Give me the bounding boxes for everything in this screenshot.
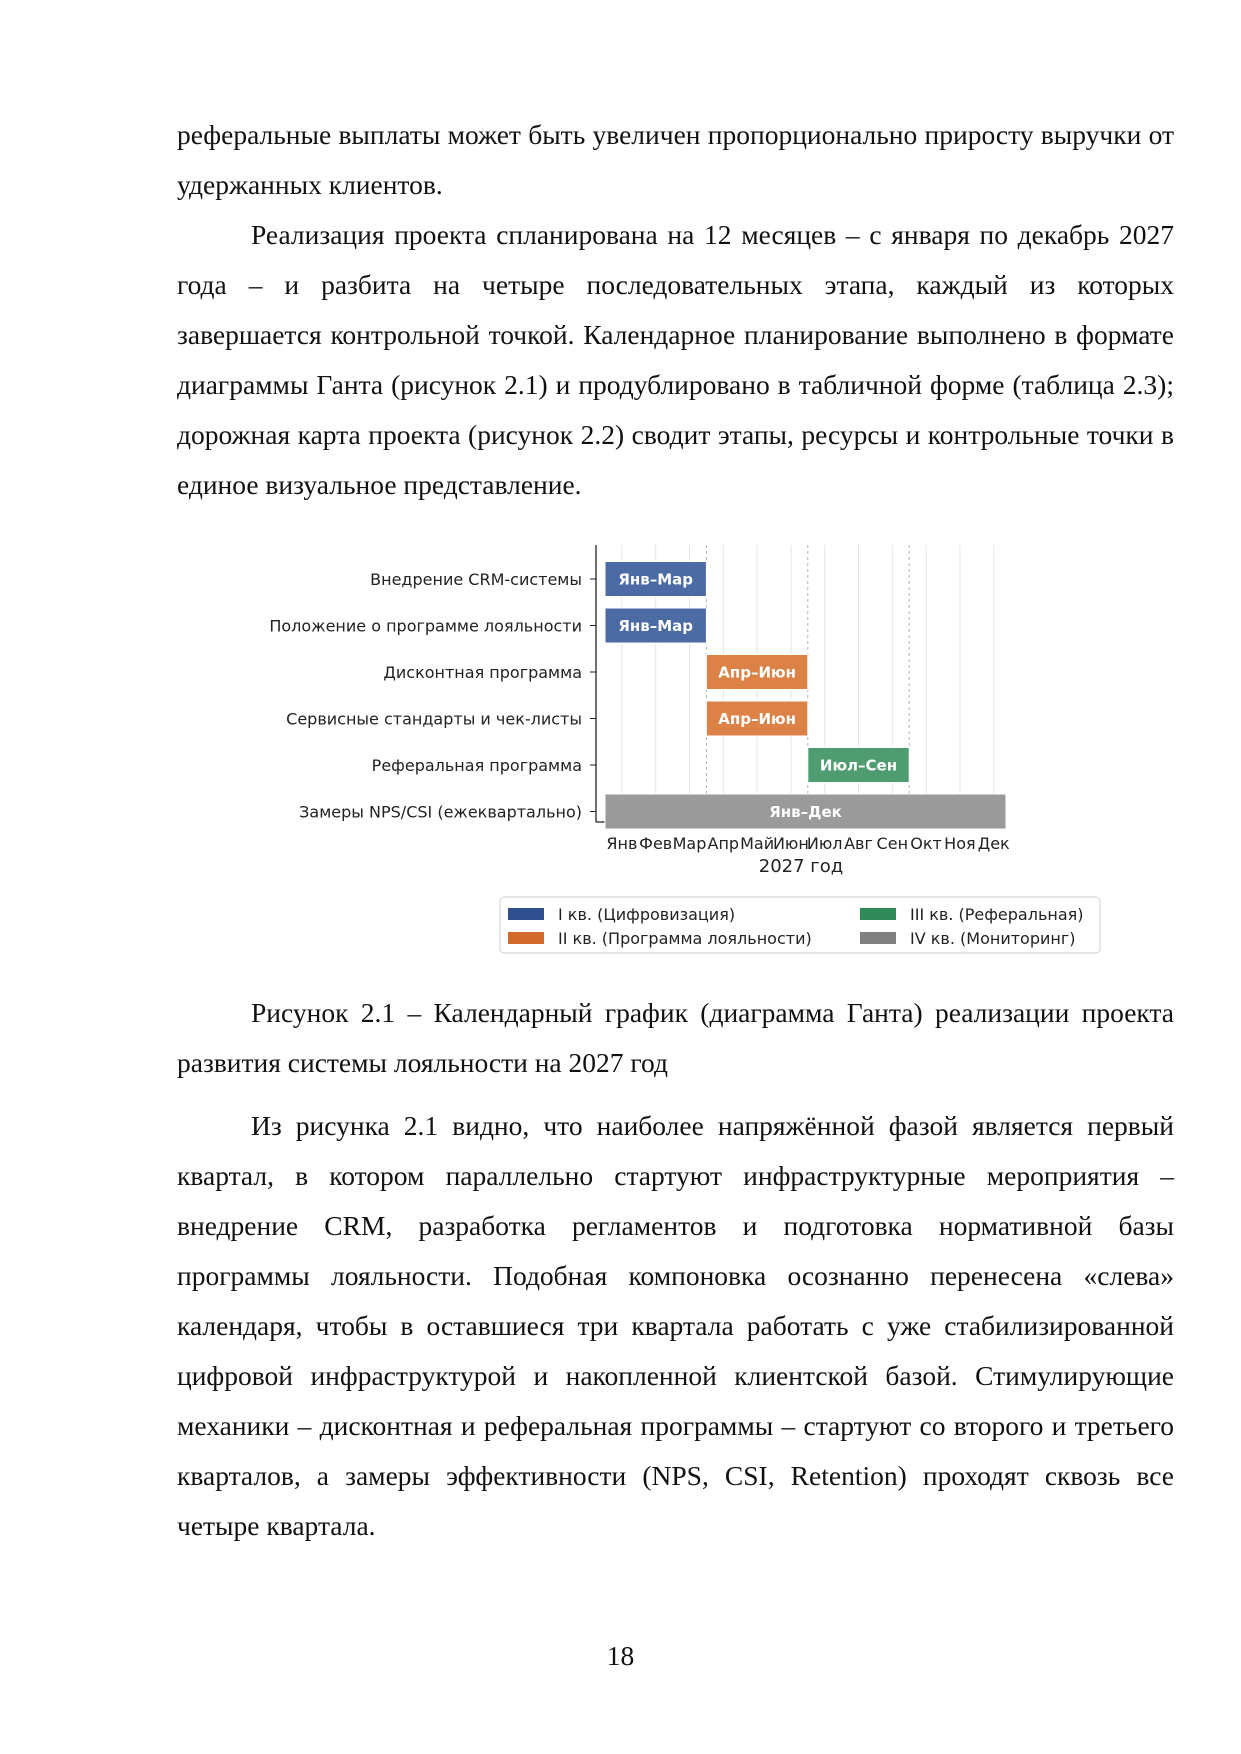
x-tick-label: Окт	[910, 834, 942, 853]
x-tick-label: Мар	[672, 834, 707, 853]
paragraph-analysis: Из рисунка 2.1 видно, что наиболее напряжённой фазой является первый квартал, в котором параллельно стартуют инфраструктурные мероприятия – внедрение CRM, разработка регламентов и подготовка нормативной базы программы лояльности. Подобная компоновка осознанно перенесена «слева» календаря, чтобы в оставшиеся три квартала работать с уже стабилизированной цифровой инфраструктурой и накопленной клиентской базой. Стимулирующие механики – дисконтная и реферальная программы – стартуют со второго и третьего кварталов, а замеры эффективности (NPS, CSI, Retention) проходят сквозь все четыре квартала.	[177, 1110, 1174, 1541]
x-tick-label: Май	[740, 834, 775, 853]
bar-label: Янв–Мар	[618, 570, 694, 589]
x-tick-label: Дек	[977, 834, 1010, 853]
page-number: 18	[606, 1640, 635, 1671]
paragraph-schedule: Реализация проекта спланирована на 12 месяцев – с января по декабрь 2027 года – и разбита на четыре последовательных этапа, каждый из которых завершается контрольной точкой. Календарное планирование выполнено в формате диаграммы Ганта (рисунок 2.1) и продублировано в табличной форме (таблица 2.3); дорожная карта проекта (рисунок 2.2) сводит этапы, ресурсы и контрольные точки в единое визуальное представление.	[177, 219, 1174, 500]
task-label: Положение о программе лояльности	[269, 616, 582, 636]
legend-label: I кв. (Цифровизация)	[558, 905, 736, 924]
gantt-chart	[230, 535, 1110, 965]
x-axis-label: 2027 год	[758, 856, 844, 877]
task-label: Реферальная программа	[371, 756, 582, 775]
x-tick-label: Авг	[844, 834, 873, 853]
bar-label: Июл–Сен	[819, 756, 898, 775]
bar-label: Апр–Июн	[718, 710, 796, 728]
paragraph-continuation: реферальные выплаты может быть увеличен пропорционально приросту выручки от удержанных клиентов.	[177, 119, 1174, 200]
bar-label: Апр–Июн	[718, 663, 796, 682]
x-tick-label: Апр	[707, 834, 740, 853]
legend-swatch	[860, 908, 896, 920]
bar-label: Янв–Мар	[618, 617, 694, 635]
body-text-top	[177, 110, 1174, 510]
x-tick-label: Июл	[806, 834, 843, 853]
legend-label: IV кв. (Мониторинг)	[910, 929, 1076, 948]
legend-label: III кв. (Реферальная)	[910, 905, 1084, 924]
x-tick-label: Ноя	[944, 834, 976, 853]
task-label: Внедрение CRM-системы	[370, 570, 582, 589]
task-label: Сервисные стандарты и чек-листы	[286, 709, 582, 729]
task-label: Дисконтная программа	[383, 663, 582, 682]
legend-swatch	[508, 932, 544, 944]
x-tick-label: Фев	[639, 834, 673, 853]
legend-label: II кв. (Программа лояльности)	[558, 929, 812, 948]
x-tick-label: Июн	[772, 834, 809, 853]
legend-swatch	[860, 932, 896, 944]
x-tick-label: Сен	[876, 834, 909, 853]
bar-label: Янв–Дек	[769, 803, 842, 821]
legend-swatch	[508, 908, 544, 920]
figure-caption-block	[177, 988, 1174, 1088]
figure-caption: Рисунок 2.1 – Календарный график (диаграмма Ганта) реализации проекта развития системы лояльности на 2027 год	[177, 997, 1174, 1078]
body-text-bottom	[177, 1101, 1174, 1551]
x-tick-label: Янв	[606, 834, 638, 853]
task-label: Замеры NPS/CSI (ежеквартально)	[299, 802, 582, 822]
